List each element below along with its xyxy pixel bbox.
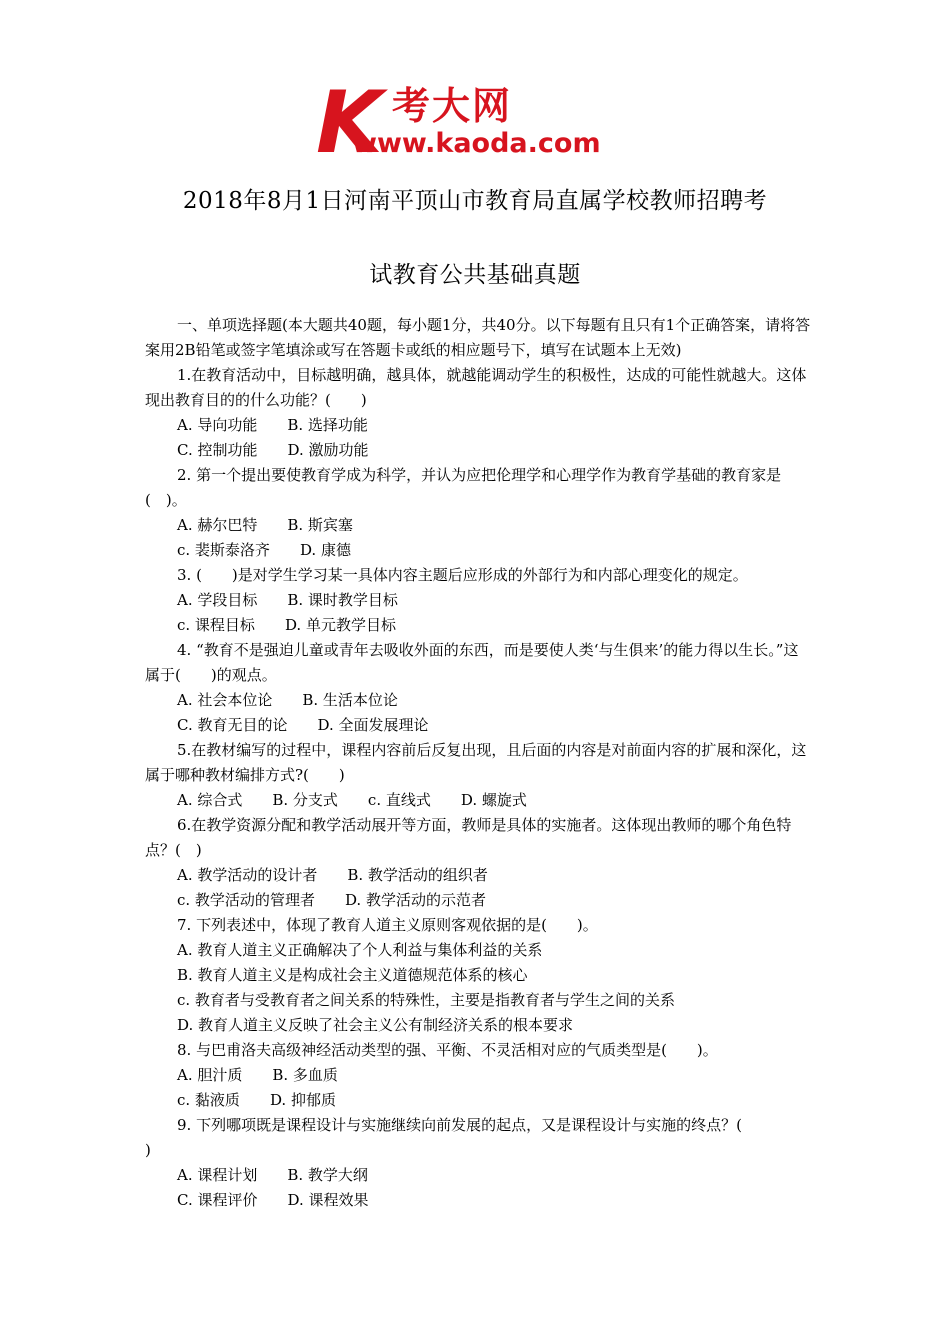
exam-line: c. 教育者与受教育者之间关系的特殊性，主要是指教育者与学生之间的关系 [177, 991, 675, 1009]
exam-line: A. 课程计划 B. 教学大纲 [177, 1166, 368, 1184]
exam-line: c. 课程目标 D. 单元教学目标 [177, 616, 396, 634]
question-text: 2. 第一个提出要使教育学成为科学，并认为应把伦理学和心理学作为教育学基础的教育家是( )。 [145, 466, 782, 509]
kaoda-logo [316, 73, 646, 173]
question-text: 4. “教育不是强迫儿童或青年去吸收外面的东西，而是要使人类‘与生俱来’的能力得以生长。”这属于( )的观点。 [145, 641, 799, 684]
question-text: 6.在教学资源分配和教学活动展开等方面，教师是具体的实施者。这体现出教师的哪个角色特点？( ) [145, 816, 792, 859]
exam-line: C. 控制功能 D. 激励功能 [177, 441, 369, 459]
exam-line: A. 综合式 B. 分支式 c. 直线式 D. 螺旋式 [177, 791, 527, 809]
exam-line: D. 教育人道主义反映了社会主义公有制经济关系的根本要求 [177, 1016, 574, 1034]
exam-line: 9. 下列哪项既是课程设计与实施继续向前发展的起点，又是课程设计与实施的终点？( [177, 1116, 742, 1134]
exam-line: c. 裴斯泰洛齐 D. 康德 [177, 541, 351, 559]
page-title-line-2: 试教育公共基础真题 [369, 262, 581, 288]
exam-line: ) [145, 1141, 151, 1159]
exam-line: A. 教学活动的设计者 B. 教学活动的组织者 [177, 866, 488, 884]
exam-line: C. 课程评价 D. 课程效果 [177, 1191, 369, 1209]
logo-k-mark: K [316, 73, 379, 173]
page-title-line-1: 2018年8月1日河南平顶山市教育局直属学校教师招聘考 [182, 188, 768, 214]
logo-url: www.kaoda.com [352, 128, 601, 159]
exam-line: 3. ( )是对学生学习某一具体内容主题后应形成的外部行为和内部心理变化的规定。 [177, 566, 748, 584]
logo-site-name: 考大网 [392, 84, 513, 128]
exam-line: A. 导向功能 B. 选择功能 [177, 416, 368, 434]
exam-line: A. 学段目标 B. 课时教学目标 [177, 591, 398, 609]
exam-line: c. 黏液质 D. 抑郁质 [177, 1091, 336, 1109]
exam-line: A. 赫尔巴特 B. 斯宾塞 [177, 516, 353, 534]
question-text: 1.在教育活动中，目标越明确，越具体，就越能调动学生的积极性，达成的可能性就越大。这体现出教育目的的什么功能？( ) [145, 366, 807, 409]
exam-line: A. 教育人道主义正确解决了个人利益与集体利益的关系 [177, 941, 543, 959]
exam-line: 8. 与巴甫洛夫高级神经活动类型的强、平衡、不灵活相对应的气质类型是( )。 [177, 1041, 718, 1059]
question-text: 一、单项选择题(本大题共40题，每小题1分，共40分。以下每题有且只有1个正确答案，请将答案用2B铅笔或签字笔填涂或写在答题卡或纸的相应题号下，填写在试题本上无效) [145, 316, 811, 359]
exam-line: 7. 下列表述中，体现了教育人道主义原则客观依据的是( )。 [177, 916, 598, 934]
exam-line: A. 胆汁质 B. 多血质 [177, 1066, 338, 1084]
exam-line: c. 教学活动的管理者 D. 教学活动的示范者 [177, 891, 486, 909]
exam-content [145, 313, 813, 1213]
exam-line: B. 教育人道主义是构成社会主义道德规范体系的核心 [177, 966, 528, 984]
exam-line: C. 教育无目的论 D. 全面发展理论 [177, 716, 429, 734]
exam-line: A. 社会本位论 B. 生活本位论 [177, 691, 398, 709]
question-text: 5.在教材编写的过程中，课程内容前后反复出现，且后面的内容是对前面内容的扩展和深化，这属于哪种教材编排方式?( ) [145, 741, 807, 784]
